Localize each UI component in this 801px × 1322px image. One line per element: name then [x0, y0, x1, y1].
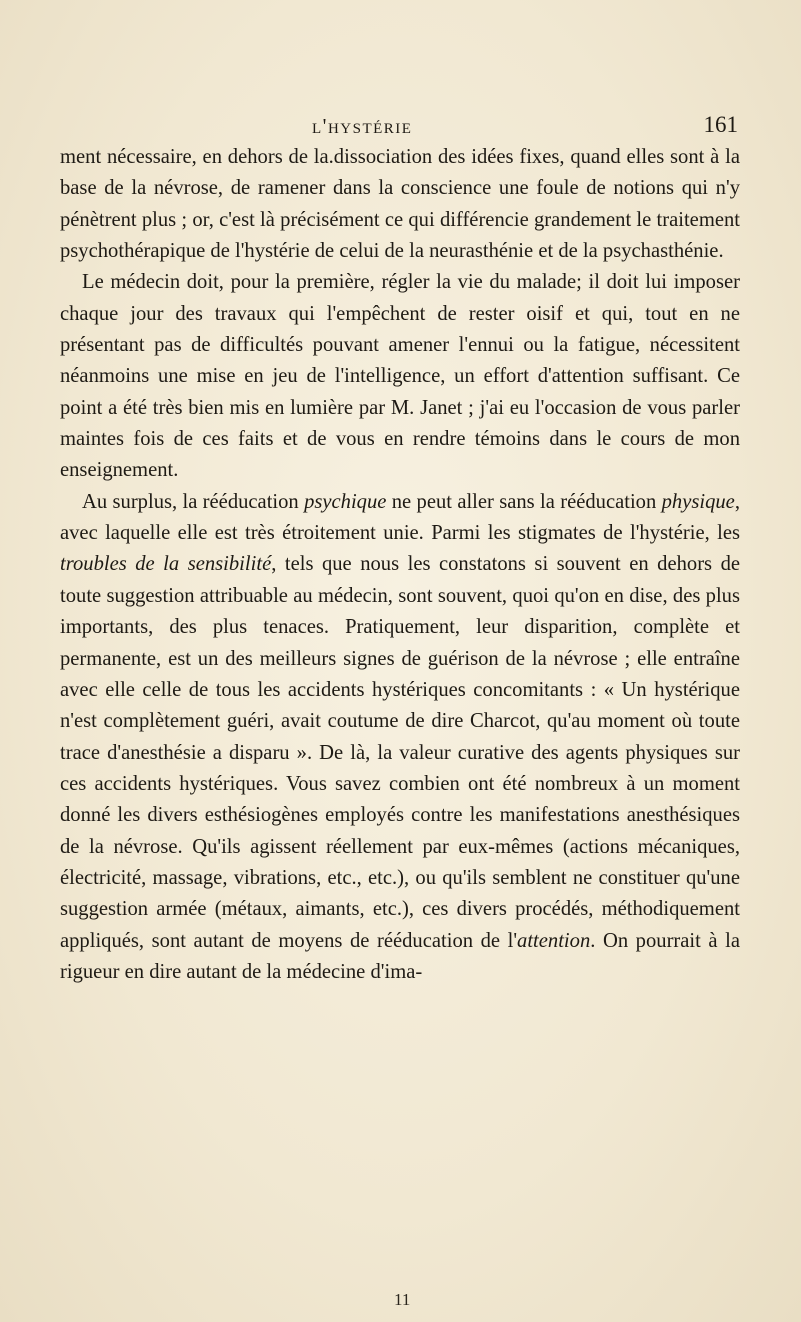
text-run: . On pourrait à la rigueur en dire autant de la médecine d'ima- — [60, 929, 740, 983]
text-run: Au surplus, la rééducation — [82, 490, 305, 513]
running-title: l'hystérie — [312, 114, 413, 138]
text-run: , avec laquelle elle est très étroitement unie. Parmi les stigmates de l'hystérie, les — [60, 490, 740, 545]
text-run: ne peut aller sans la rééducation — [386, 490, 662, 513]
paragraph — [60, 487, 740, 989]
italic-term: psychique — [304, 490, 387, 513]
body-text — [60, 142, 740, 988]
text-run: , tels que nous les constatons si souvent en dehors de toute suggestion attribuable au médecin, sont souvent, quoi qu'on en dise, des plus importants, des plus tenaces. Pratiquement, leur disparition, complète et permanente, est un des meilleurs signes de guérison de la névrose ; elle entraîne avec elle celle de tous les accidents hystériques concomitants : « Un hystérique n'est complètement guéri, avait coutume de dire Charcot, qu'au moment où toute trace d'anesthésie a disparu ». De là, la valeur curative des agents physiques sur ces accidents hystériques. Vous savez combien ont été nombreux à un moment donné les divers esthésiogènes employés contre les manifestations anesthésiques de la névrose. Qu'ils agissent réellement par eux-mêmes (actions mécaniques, électricité, massage, vibrations, etc., etc.), ou qu'ils semblent ne constituer qu'une suggestion armée (métaux, aimants, etc.), ces divers procédés, méthodiquement appliqués, sont autant de moyens de rééducation de l' — [60, 553, 741, 952]
italic-term: physique — [661, 490, 735, 513]
italic-term: troubles de la sensibilité — [60, 553, 272, 576]
printer-signature: 11 — [394, 1290, 411, 1309]
italic-term: attention — [517, 929, 591, 952]
page-number: 161 — [703, 112, 738, 137]
page-header — [60, 112, 740, 142]
paragraph: Le médecin doit, pour la première, régler la vie du malade; il doit lui imposer chaque jour des travaux qui l'empêchent de rester oisif et qui, tout en ne présentant pas de difficultés pouvant amener l'ennui ou la fatigue, nécessitent néanmoins une mise en jeu de l'intelligence, un effort d'attention suffisant. Ce point a été très bien mis en lumière par M. Janet ; j'ai eu l'occasion de vous parler maintes fois de ces faits et de vous en rendre témoins dans le cours de mon enseignement. — [60, 271, 740, 482]
paragraph: ment nécessaire, en dehors de la.dissociation des idées fixes, quand elles sont à la base de la névrose, de ramener dans la conscience une foule de notions qui n'y pénètrent plus ; or, c'est là précisément ce qui différencie grandement le traitement psychothérapique de l'hystérie de celui de la neurasthénie et de la psychasthénie. — [60, 146, 740, 263]
